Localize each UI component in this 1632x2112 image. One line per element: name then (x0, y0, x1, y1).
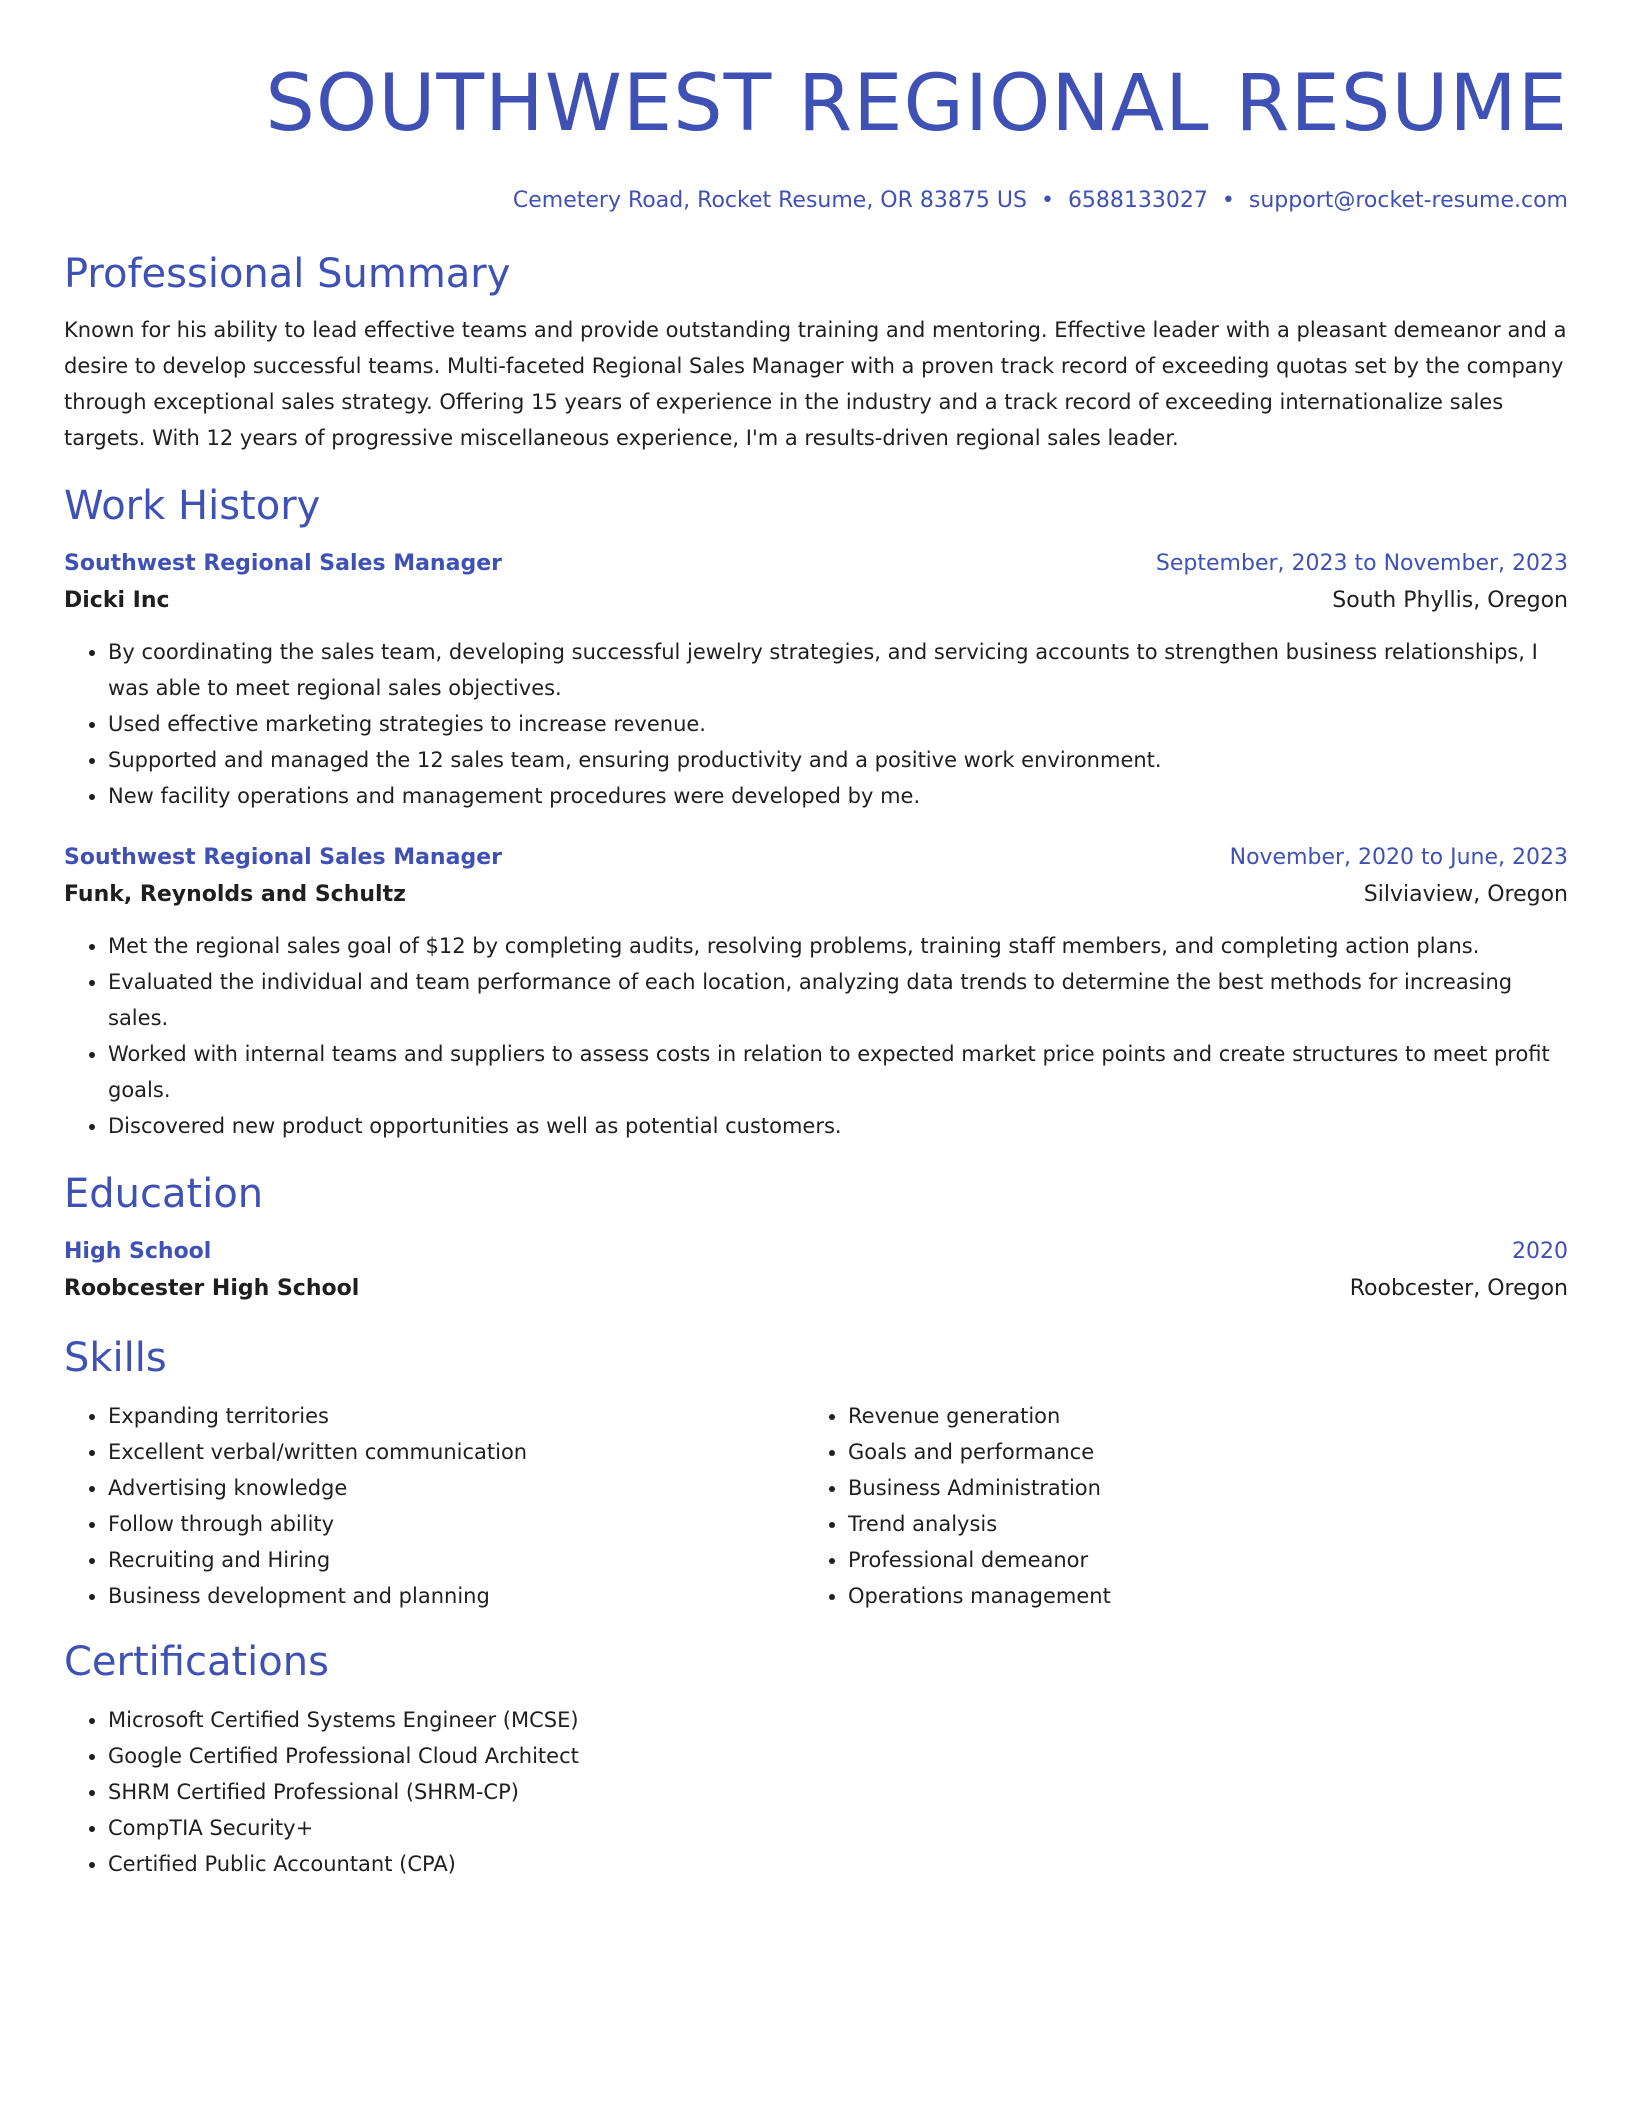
skill-item: • Business development and planning (108, 1578, 804, 1614)
education-school-row (64, 1270, 1568, 1308)
job-bullet: • Used effective marketing strategies to increase revenue. (108, 706, 1568, 742)
job-location: Silviaview, Oregon (1363, 882, 1568, 907)
skill-item: • Advertising knowledge (108, 1470, 804, 1506)
job-title: Southwest Regional Sales Manager (64, 845, 502, 870)
job-company: Dicki Inc (64, 588, 170, 613)
skill-item: • Follow through ability (108, 1506, 804, 1542)
education-header-row (64, 1234, 1568, 1270)
skill-item: • Trend analysis (848, 1506, 1544, 1542)
contact-line (64, 186, 1568, 216)
job-bullet: • Discovered new product opportunities as well as potential customers. (108, 1108, 1568, 1144)
job-dates: November, 2020 to June, 2023 (1229, 845, 1568, 870)
job-company-row (64, 876, 1568, 914)
education-location: Roobcester, Oregon (1349, 1276, 1568, 1301)
certifications-heading: Certifications (64, 1639, 329, 1685)
skills-list-right (804, 1398, 1544, 1614)
job-bullet: • Met the regional sales goal of $12 by completing audits, resolving problems, training staff members, and completing action plans. (108, 928, 1568, 964)
skill-item: • Professional demeanor (848, 1542, 1544, 1578)
skill-item: • Excellent verbal/written communication (108, 1434, 804, 1470)
summary-section (64, 248, 1568, 456)
job-company-row (64, 582, 1568, 620)
contact-email: support@rocket-resume.com (1248, 188, 1568, 213)
education-year: 2020 (1512, 1239, 1568, 1264)
job-bullet: • New facility operations and management procedures were developed by me. (108, 778, 1568, 814)
job-title: Southwest Regional Sales Manager (64, 551, 502, 576)
job-entry (64, 840, 1568, 1144)
certifications-list (64, 1702, 1568, 1882)
summary-text: Known for his ability to lead effective teams and provide outstanding training and mentoring. Effective leader with a pleasant demeanor and a desire to develop successful teams. Multi-faceted Regional Sales Manager with a proven track record of exceeding quotas set by the company through exceptional sales strategy. Offering 15 years of experience in the industry and a track record of exceeding internationalize sales targets. With 12 years of progressive miscellaneous experience, I'm a results-driven regional sales leader. (64, 318, 1567, 450)
job-bullet: • Evaluated the individual and team performance of each location, analyzing data trends to determine the best methods for increasing sales. (108, 964, 1568, 1036)
skills-list-left (64, 1398, 804, 1614)
job-bullet: • Supported and managed the 12 sales team, ensuring productivity and a positive work environment. (108, 742, 1568, 778)
contact-separator: • (1221, 188, 1235, 213)
skill-item: • Operations management (848, 1578, 1544, 1614)
skill-item: • Expanding territories (108, 1398, 804, 1434)
skill-item: • Goals and performance (848, 1434, 1544, 1470)
job-header-row (64, 546, 1568, 582)
job-company: Funk, Reynolds and Schultz (64, 882, 406, 907)
skill-item: • Revenue generation (848, 1398, 1544, 1434)
skill-item: • Recruiting and Hiring (108, 1542, 804, 1578)
education-section (64, 1168, 1568, 1308)
certification-item: • CompTIA Security+ (108, 1810, 1568, 1846)
education-heading: Education (64, 1171, 264, 1217)
job-dates: September, 2023 to November, 2023 (1155, 551, 1568, 576)
job-bullets (64, 928, 1568, 1144)
certifications-section (64, 1636, 1568, 1882)
education-degree: High School (64, 1239, 212, 1264)
resume-name: SOUTHWEST REGIONAL RESUME (265, 59, 1568, 149)
job-bullet: • Worked with internal teams and suppliers to assess costs in relation to expected market price points and create structures to meet profit goals. (108, 1036, 1568, 1108)
education-entry (64, 1234, 1568, 1308)
skills-columns (64, 1398, 1568, 1614)
contact-address: Cemetery Road, Rocket Resume, OR 83875 US (512, 188, 1027, 213)
job-location: South Phyllis, Oregon (1332, 588, 1568, 613)
skill-item: • Business Administration (848, 1470, 1544, 1506)
skills-section (64, 1332, 1568, 1614)
work-history-section (64, 480, 1568, 1144)
certification-item: • Google Certified Professional Cloud Architect (108, 1738, 1568, 1774)
certification-item: • SHRM Certified Professional (SHRM-CP) (108, 1774, 1568, 1810)
job-bullet: • By coordinating the sales team, developing successful jewelry strategies, and servicing accounts to strengthen business relationships, I was able to meet regional sales objectives. (108, 634, 1568, 706)
job-header-row (64, 840, 1568, 876)
job-entry (64, 546, 1568, 814)
contact-phone: 6588133027 (1067, 188, 1208, 213)
certification-item: • Microsoft Certified Systems Engineer (MCSE) (108, 1702, 1568, 1738)
education-school: Roobcester High School (64, 1276, 360, 1301)
work-history-heading: Work History (64, 483, 321, 529)
certification-item: • Certified Public Accountant (CPA) (108, 1846, 1568, 1882)
summary-heading: Professional Summary (64, 251, 511, 297)
skills-heading: Skills (64, 1335, 167, 1381)
job-bullets (64, 634, 1568, 814)
contact-separator: • (1040, 188, 1054, 213)
